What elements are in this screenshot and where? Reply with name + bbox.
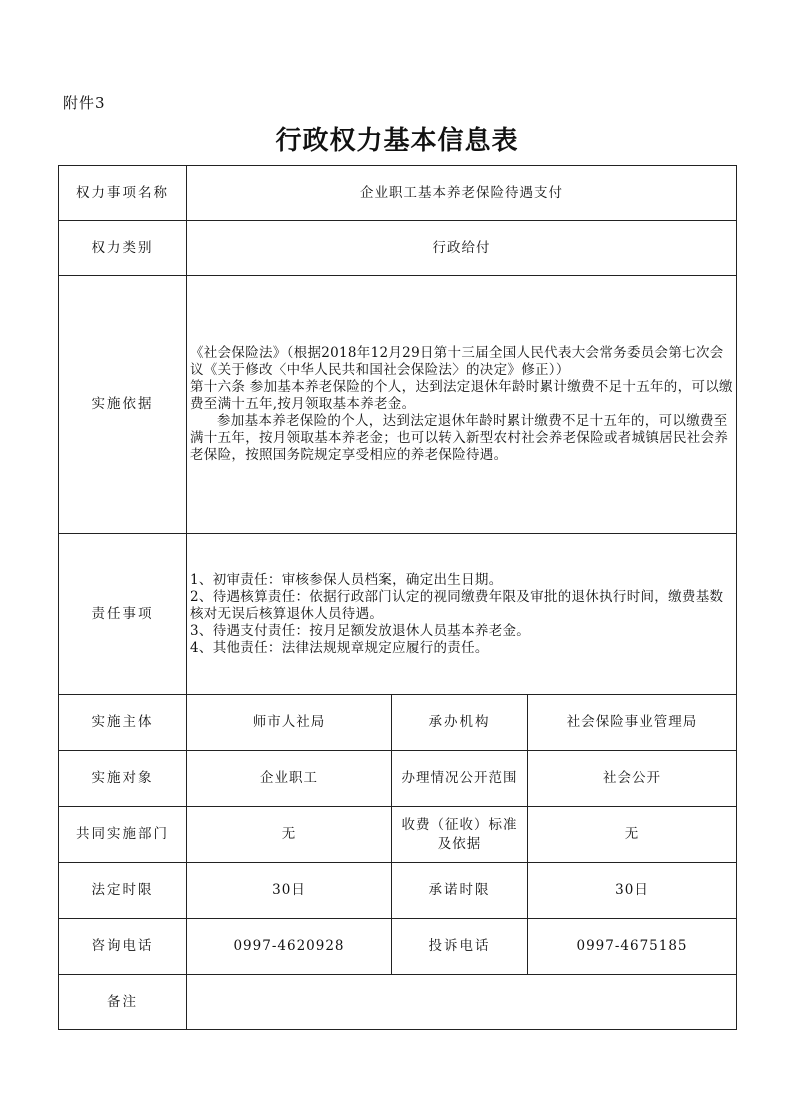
complaint-phone-label: 投诉电话: [392, 919, 528, 975]
row-time-limit: [59, 863, 737, 919]
disclosure-scope-label: 办理情况公开范围: [392, 751, 528, 807]
responsibilities-content: [187, 534, 737, 695]
responsibility-line: 4、其他责任：法律法规规章规定应履行的责任。: [190, 639, 489, 656]
promised-time-limit-label: 承诺时限: [392, 863, 528, 919]
row-power-category: [59, 221, 737, 276]
implementing-body-value: 师市人社局: [187, 695, 392, 751]
row-responsibilities: [59, 534, 737, 695]
legal-basis-content: [187, 276, 737, 534]
responsibility-line: 3、待遇支付责任：按月足额发放退休人员基本养老金。: [190, 622, 531, 639]
fee-standard-label: 收费（征收）标准及依据: [392, 807, 528, 863]
power-item-name-value: 企业职工基本养老保险待遇支付: [187, 166, 737, 221]
consultation-phone-label: 咨询电话: [59, 919, 187, 975]
complaint-phone-value: 0997-4675185: [528, 919, 737, 975]
power-category-value: 行政给付: [187, 221, 737, 276]
legal-basis-label: 实施依据: [59, 276, 187, 534]
remarks-value: [187, 975, 737, 1030]
attachment-label: 附件3: [63, 94, 106, 112]
row-phones: [59, 919, 737, 975]
row-remarks: [59, 975, 737, 1030]
row-implementing-body: [59, 695, 737, 751]
row-target: [59, 751, 737, 807]
legal-basis-line: 第十六条 参加基本养老保险的个人，达到法定退休年龄时累计缴费不足十五年的，可以缴费至满十五年,按月领取基本养老金。: [190, 379, 733, 412]
handling-agency-label: 承办机构: [392, 695, 528, 751]
legal-basis-line: 《社会保险法》（根据2018年12月29日第十三届全国人民代表大会常务委员会第七次会议《关于修改〈中华人民共和国社会保险法〉的决定》修正））: [190, 345, 724, 378]
legal-basis-line: 参加基本养老保险的个人，达到法定退休年龄时累计缴费不足十五年的，可以缴费至满十五年，按月领取基本养老金；也可以转入新型农村社会养老保险或者城镇居民社会养老保险，按照国务院规定享受相应的养老保险待遇。: [190, 413, 729, 463]
implementing-body-label: 实施主体: [59, 695, 187, 751]
fee-standard-value: 无: [528, 807, 737, 863]
promised-time-limit-value: 30日: [528, 863, 737, 919]
handling-agency-value: 社会保险事业管理局: [528, 695, 737, 751]
disclosure-scope-value: 社会公开: [528, 751, 737, 807]
responsibility-line: 2、待遇核算责任：依据行政部门认定的视同缴费年限及审批的退休执行时间，缴费基数核对无误后核算退休人员待遇。: [190, 588, 724, 622]
target-label: 实施对象: [59, 751, 187, 807]
power-item-name-label: 权力事项名称: [59, 166, 187, 221]
row-legal-basis: [59, 276, 737, 534]
row-power-item-name: [59, 166, 737, 221]
target-value: 企业职工: [187, 751, 392, 807]
joint-departments-value: 无: [187, 807, 392, 863]
statutory-time-limit-label: 法定时限: [59, 863, 187, 919]
responsibility-line: 1、初审责任：审核参保人员档案，确定出生日期。: [190, 571, 503, 588]
power-category-label: 权力类别: [59, 221, 187, 276]
info-table: [58, 165, 737, 1030]
document-title: 行政权力基本信息表: [275, 126, 519, 156]
joint-departments-label: 共同实施部门: [59, 807, 187, 863]
statutory-time-limit-value: 30日: [187, 863, 392, 919]
responsibilities-label: 责任事项: [59, 534, 187, 695]
consultation-phone-value: 0997-4620928: [187, 919, 392, 975]
remarks-label: 备注: [59, 975, 187, 1030]
row-joint-departments: [59, 807, 737, 863]
